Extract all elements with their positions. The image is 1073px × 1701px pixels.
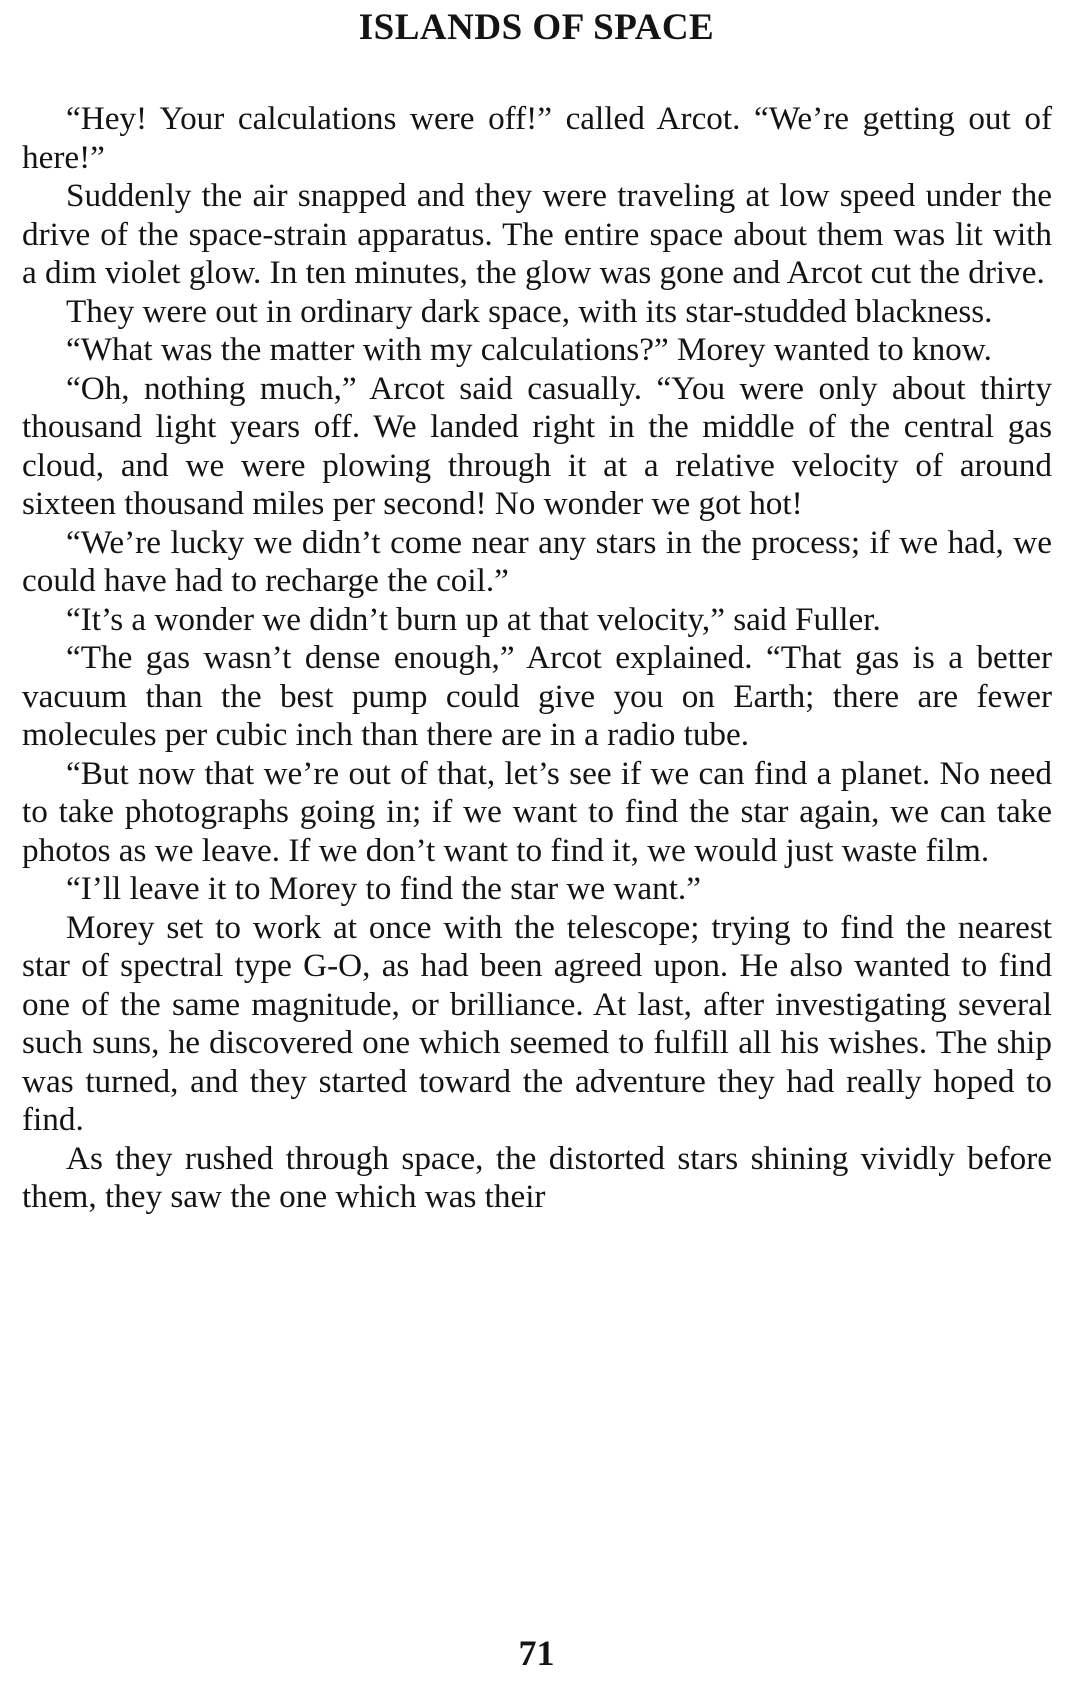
paragraph: “It’s a wonder we didn’t burn up at that velocity,” said Fuller.: [66, 600, 881, 638]
paragraph: “But now that we’re out of that, let’s see if we can find a planet. No need to take photographs going in; if we want to find the star again, we can take photos as we leave. If we don’t want to find it, we would just waste film.: [22, 754, 1052, 869]
body-text: [22, 100, 1052, 1217]
page-number: 71: [518, 1633, 555, 1673]
paragraph: “What was the matter with my calculations?” Morey wanted to know.: [66, 331, 992, 368]
paragraph: Morey set to work at once with the telescope; trying to find the nearest star of spectral type G-O, as had been agreed upon. He also wanted to find one of the same magnitude, or brilliance. At last, after investigating several such suns, he discovered one which seemed to fulfill all his wishes. The ship was turned, and they started toward the adventure they had really hoped to find.: [22, 908, 1052, 1138]
paragraph: “The gas wasn’t dense enough,” Arcot explained. “That gas is a better vacuum than the best pump could give you on Earth; there are fewer molecules per cubic inch than there are in a radio tube.: [22, 639, 1052, 753]
paragraph: “Hey! Your calculations were off!” called Arcot. “We’re getting out of here!”: [22, 100, 1052, 176]
paragraph: “I’ll leave it to Morey to find the star we want.”: [66, 870, 701, 907]
paragraph: “Oh, nothing much,” Arcot said casually. “You were only about thirty thousand light years off. We landed right in the middle of the central gas cloud, and we were plowing through it at a relative velocity of around sixteen thousand miles per second! No wonder we got hot!: [22, 369, 1052, 522]
paragraph: Suddenly the air snapped and they were traveling at low speed under the drive of the space-strain apparatus. The entire space about them was lit with a dim violet glow. In ten minutes, the glow was gone and Arcot cut the drive.: [22, 177, 1052, 291]
paragraph: As they rushed through space, the distorted stars shining vividly before them, they saw the one which was their: [22, 1139, 1052, 1215]
running-head: ISLANDS OF SPACE: [358, 7, 715, 48]
paragraph: “We’re lucky we didn’t come near any stars in the process; if we had, we could have had to recharge the coil.”: [22, 523, 1052, 599]
paragraph: They were out in ordinary dark space, with its star-studded blackness.: [66, 292, 993, 330]
